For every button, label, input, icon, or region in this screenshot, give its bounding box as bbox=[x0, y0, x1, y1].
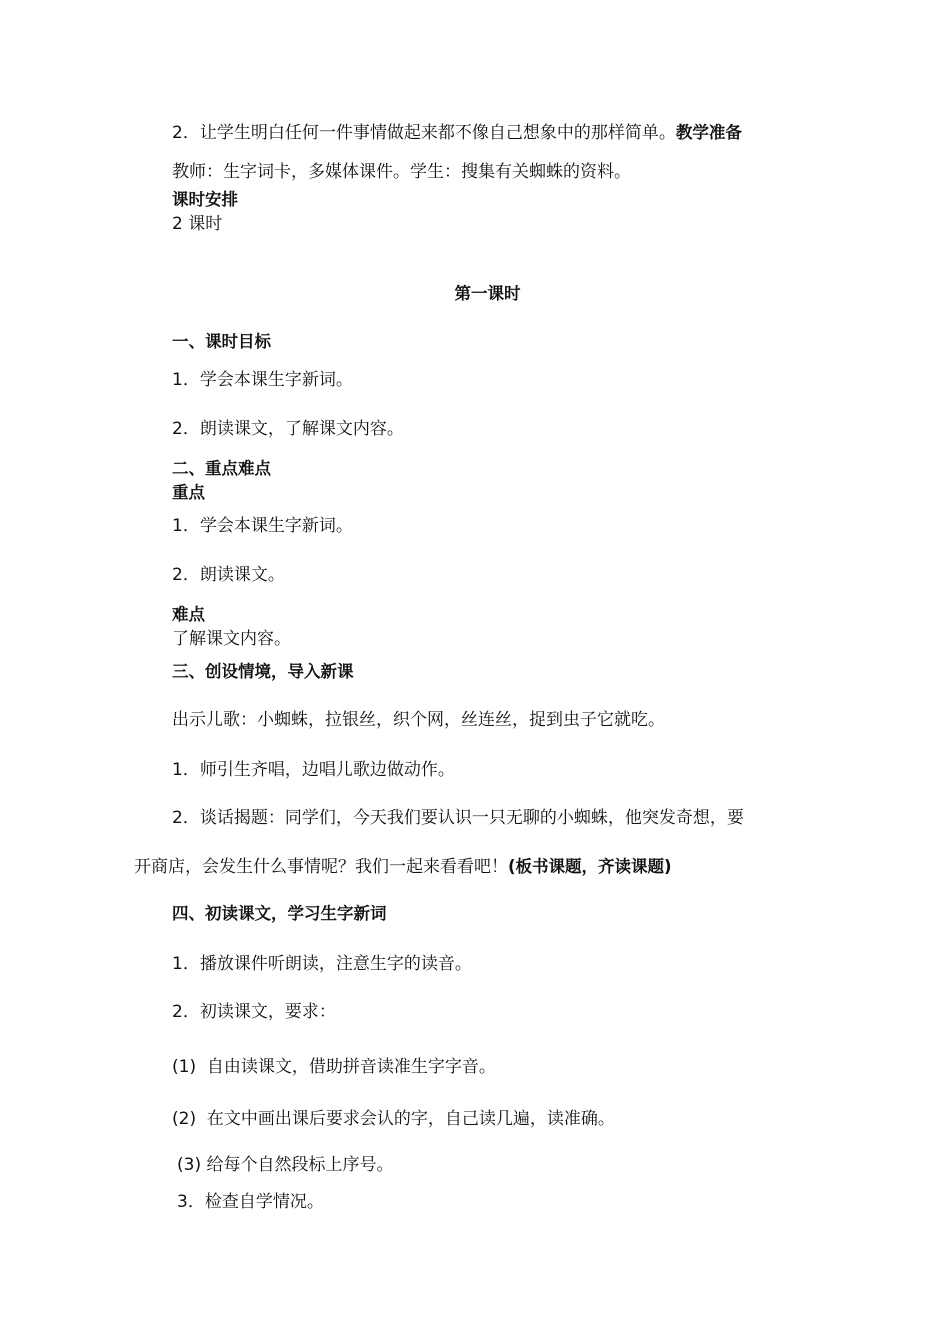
list-item: 1．师引生齐唱，边唱儿歌边做动作。 bbox=[172, 760, 455, 780]
board-note: (板书课题，齐读课题) bbox=[508, 857, 672, 876]
prep-text: 教师：生字词卡，多媒体课件。学生：搜集有关蜘蛛的资料。 bbox=[172, 162, 631, 182]
difficult-points-text: 了解课文内容。 bbox=[172, 629, 291, 649]
section3-heading: 三、创设情境，导入新课 bbox=[172, 662, 354, 681]
section1-heading: 一、课时目标 bbox=[172, 332, 271, 351]
schedule-value: 2 课时 bbox=[172, 214, 223, 234]
rhyme-text: 出示儿歌：小蜘蛛，拉银丝，织个网，丝连丝，捉到虫子它就吃。 bbox=[172, 710, 665, 730]
list-item: 2．初读课文，要求： bbox=[172, 1002, 336, 1022]
lesson-title: 第一课时 bbox=[454, 284, 521, 303]
section4-heading: 四、初读课文，学习生字新词 bbox=[172, 904, 387, 923]
list-item: 3．检查自学情况。 bbox=[177, 1192, 324, 1212]
list-item: 2．谈话揭题：同学们，今天我们要认识一只无聊的小蜘蛛，他突发奇想，要 bbox=[172, 808, 744, 828]
list-item: 1．学会本课生字新词。 bbox=[172, 370, 353, 390]
prep-heading: 教学准备 bbox=[675, 123, 742, 142]
key-points-heading: 重点 bbox=[172, 483, 205, 502]
sub-item: (3) 给每个自然段标上序号。 bbox=[177, 1155, 394, 1175]
section2-heading: 二、重点难点 bbox=[172, 459, 271, 478]
list-item: 1．学会本课生字新词。 bbox=[172, 516, 353, 536]
list-item: 2．朗读课文。 bbox=[172, 565, 285, 585]
sub-item: (1) 自由读课文，借助拼音读准生字字音。 bbox=[172, 1057, 496, 1077]
list-item: 2．朗读课文，了解课文内容。 bbox=[172, 419, 404, 439]
difficult-points-heading: 难点 bbox=[172, 605, 205, 624]
goal-item-2: 2．让学生明白任何一件事情做起来都不像自己想象中的那样简单。教学准备 bbox=[172, 123, 742, 143]
schedule-heading: 课时安排 bbox=[172, 190, 238, 209]
paragraph-continuation: 开商店，会发生什么事情呢？我们一起来看看吧！(板书课题，齐读课题) bbox=[134, 857, 672, 877]
sub-item: (2) 在文中画出课后要求会认的字，自己读几遍，读准确。 bbox=[172, 1109, 615, 1129]
list-item: 1．播放课件听朗读，注意生字的读音。 bbox=[172, 954, 472, 974]
